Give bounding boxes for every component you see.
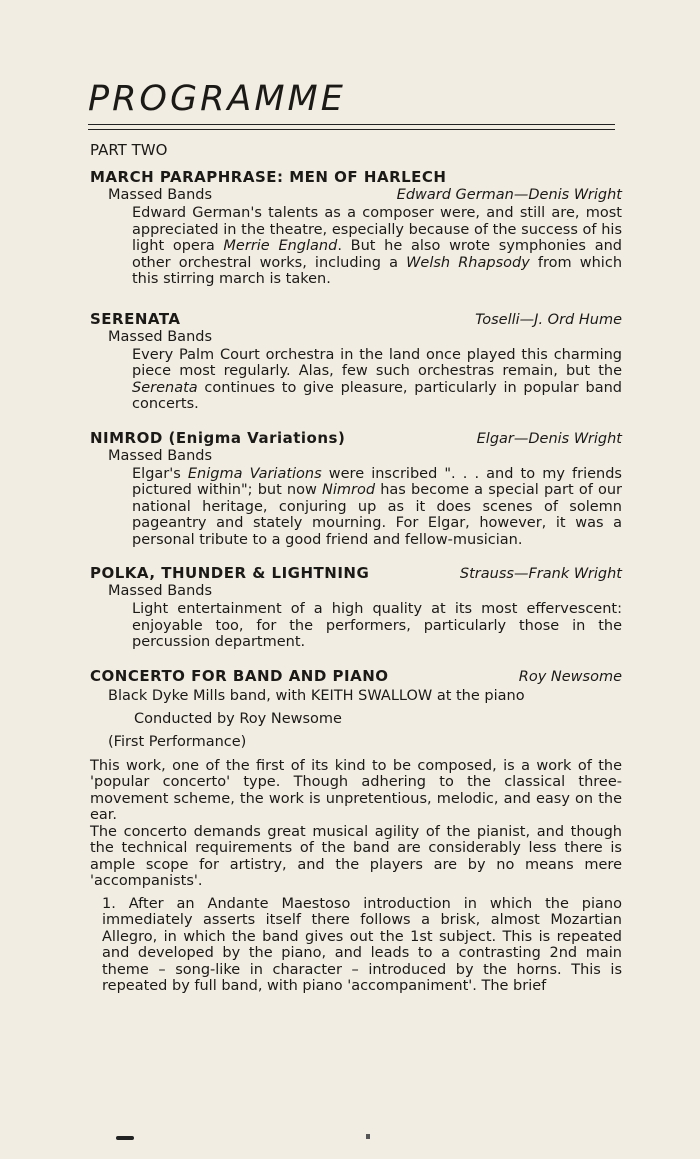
heading-rule-bottom bbox=[88, 129, 615, 130]
item-title-row bbox=[90, 667, 622, 685]
desc-text: Light entertainment of a high quality at its most effervescent: enjoyable too, for the performers, particularly those in the percussion department. bbox=[132, 601, 622, 650]
desc-italic: Merrie England bbox=[223, 238, 338, 254]
item-description bbox=[132, 466, 622, 549]
item-performers: Massed Bands bbox=[108, 328, 213, 345]
item-performers: Massed Bands bbox=[108, 583, 213, 599]
concerto-paragraph-1: This work, one of the first of its kind to be composed, is a work of the 'popular concerto' type. Though adhering to the classical three-movement scheme, the work is unpretentious, melodic, and easy on the ear. bbox=[90, 757, 622, 823]
item-title-row bbox=[90, 429, 622, 447]
item-title-row bbox=[90, 168, 622, 186]
item-description bbox=[132, 205, 622, 288]
item-performers: Black Dyke Mills band, with KEITH SWALLOW at the piano bbox=[108, 687, 525, 704]
desc-italic: Welsh Rhapsody bbox=[406, 254, 530, 271]
desc-text: Every Palm Court orchestra in the land once played this charming piece most regularly. Alas, few such orchestras remain, but the bbox=[132, 346, 622, 379]
item-description bbox=[132, 601, 622, 651]
desc-italic: Nimrod bbox=[322, 482, 376, 498]
desc-text: has become a special part of our national heritage, conjuring up as it does scenes of solemn pageantry and stately mourning. For Elgar, however, it was a personal tribute to a good friend and fellow-musician. bbox=[132, 482, 623, 548]
item-composer: Strauss—Frank Wright bbox=[459, 566, 622, 582]
item-performers: Massed Bands bbox=[108, 187, 213, 203]
ink-mark bbox=[366, 1134, 370, 1139]
part-label: PART TWO bbox=[90, 141, 168, 159]
programme-content bbox=[90, 168, 622, 995]
desc-text: Elgar's bbox=[132, 465, 188, 482]
desc-italic: Enigma Variations bbox=[187, 465, 322, 482]
programme-item-polka bbox=[90, 564, 622, 651]
desc-italic: Serenata bbox=[132, 379, 198, 396]
item-title: SERENATA bbox=[90, 309, 181, 328]
item-title-row bbox=[90, 564, 622, 582]
item-title: MARCH PARAPHRASE: MEN OF HARLECH bbox=[90, 168, 447, 186]
item-composer: Toselli—J. Ord Hume bbox=[475, 311, 622, 328]
item-title: CONCERTO FOR BAND AND PIANO bbox=[90, 666, 389, 685]
programme-item-concerto bbox=[90, 667, 622, 995]
item-description bbox=[132, 347, 622, 413]
item-title-row bbox=[90, 310, 622, 328]
programme-item-nimrod bbox=[90, 429, 622, 549]
item-title: POLKA, THUNDER & LIGHTNING bbox=[90, 564, 370, 582]
item-performers: Massed Bands bbox=[108, 447, 213, 464]
concerto-paragraph-2: The concerto demands great musical agility of the pianist, and though the technical requirements of the band are considerably less there is ample scope for artistry, and the players are by no means mere 'accompanists'. bbox=[90, 823, 622, 889]
ink-mark bbox=[116, 1136, 134, 1140]
desc-text: were inscribed ". . . and to my friends pictured within"; but now bbox=[132, 465, 622, 498]
item-performers-row bbox=[108, 186, 622, 205]
item-composer: Edward German—Denis Wright bbox=[396, 187, 622, 203]
programme-item-men-of-harlech bbox=[90, 168, 622, 288]
item-composer: Elgar—Denis Wright bbox=[476, 430, 622, 447]
item-note: (First Performance) bbox=[108, 733, 247, 750]
desc-text: from which this stirring march is taken. bbox=[132, 254, 623, 287]
programme-item-serenata bbox=[90, 310, 622, 413]
item-composer: Roy Newsome bbox=[518, 668, 622, 685]
page-heading: PROGRAMME bbox=[88, 79, 346, 119]
desc-text: . But he also wrote symphonies and other orchestral works, including a bbox=[132, 238, 622, 271]
item-performer-block bbox=[108, 685, 622, 754]
heading-rule-top bbox=[88, 124, 615, 125]
item-title: NIMROD (Enigma Variations) bbox=[90, 428, 346, 447]
desc-text: continues to give pleasure, particularly in popular band concerts. bbox=[132, 379, 622, 412]
concerto-paragraph-3: 1. After an Andante Maestoso introduction in which the piano immediately asserts itself there follows a brisk, almost Mozartian Allegro, in which the band gives out the 1st subject. This is repeated and developed by the piano, and leads to a contrasting 2nd main theme – song-like in character – introduced by the horns. This is repeated by full band, with piano 'accompaniment'. The brief bbox=[102, 895, 622, 994]
item-conductor: Conducted by Roy Newsome bbox=[134, 710, 342, 727]
desc-text: Edward German's talents as a composer were, and still are, most appreciated in the theatre, especially because of the success of his light opera bbox=[132, 205, 622, 254]
